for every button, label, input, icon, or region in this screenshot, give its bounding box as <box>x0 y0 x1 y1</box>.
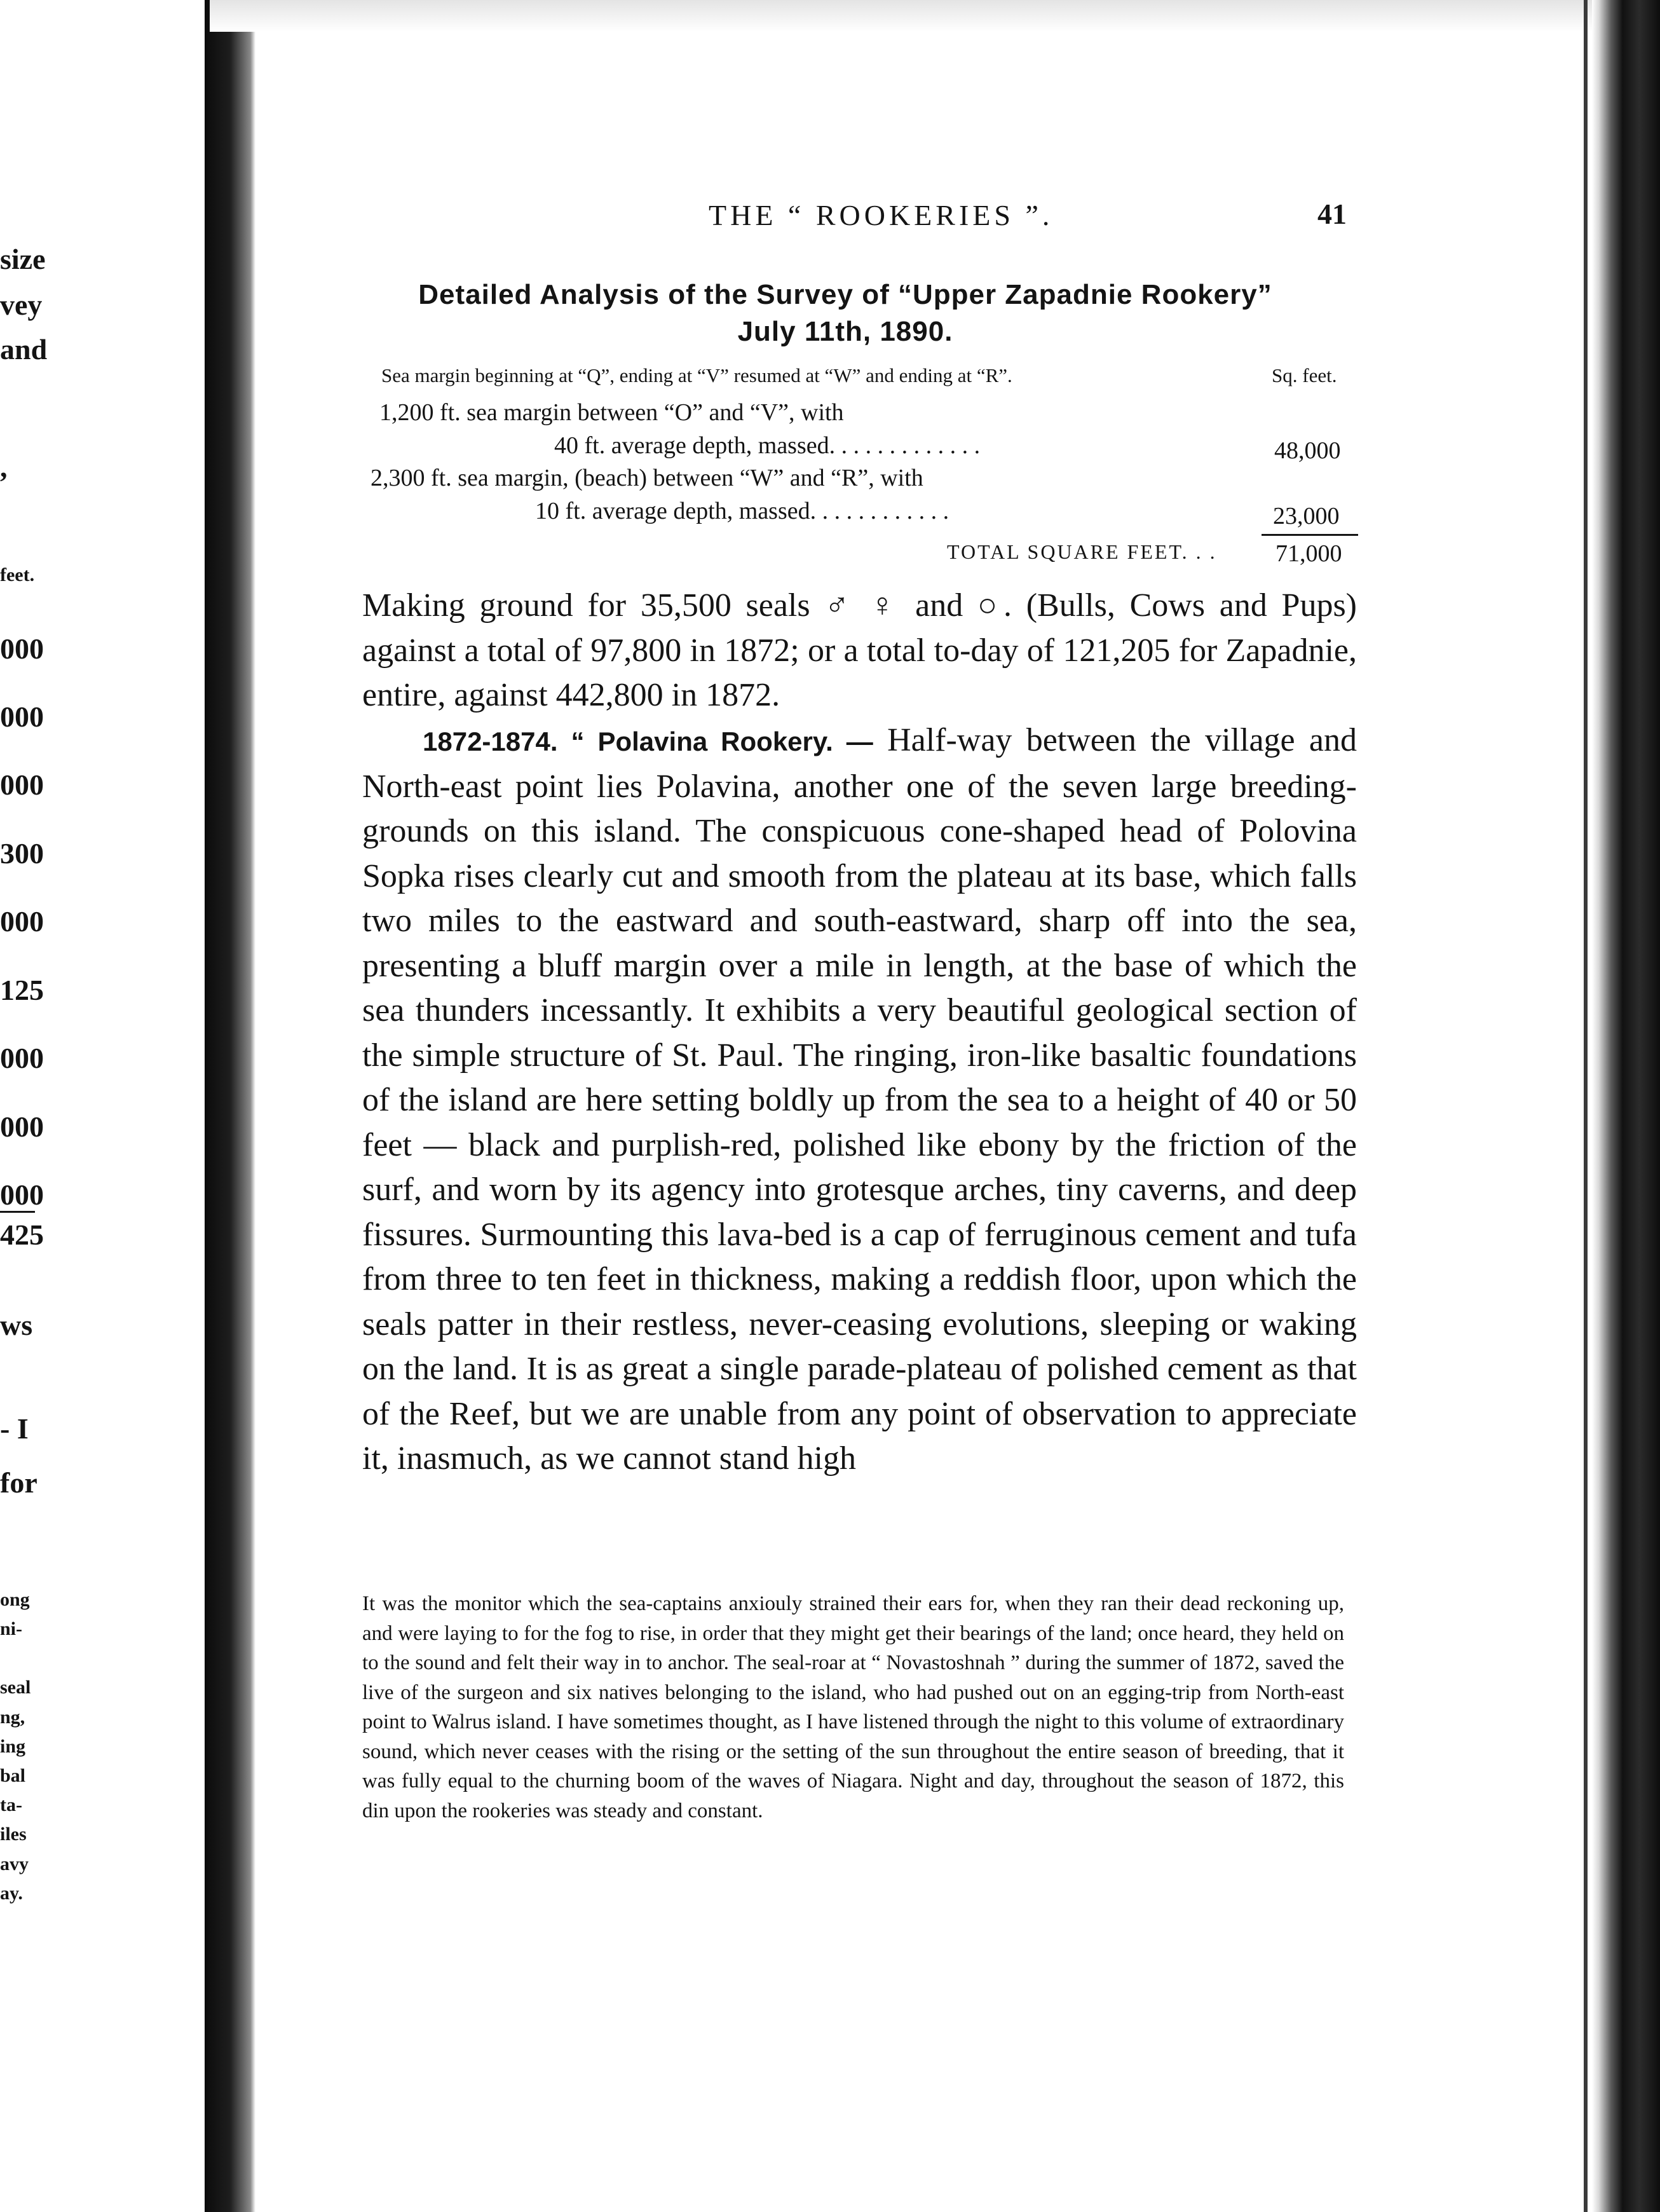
table-row-description: 1,200 ft. sea margin between “O” and “V”, with <box>379 399 844 426</box>
running-head: THE “ ROOKERIES ”. <box>709 199 1054 231</box>
page-edge-shadow <box>1592 0 1660 2212</box>
left-page-fragment: 125 <box>0 974 44 1006</box>
page-edge-line <box>1584 0 1588 2212</box>
left-page-fragment: 000 <box>0 768 44 801</box>
polavina-rookery-paragraph <box>362 718 1357 1482</box>
left-page-fragment: seal <box>0 1677 31 1698</box>
left-page-fragment: bal <box>0 1765 26 1786</box>
total-label: TOTAL SQUARE FEET. . . <box>947 540 1217 563</box>
left-page-fragment: feet. <box>0 564 35 585</box>
left-page-fragment: ta- <box>0 1794 22 1815</box>
book-spine-shadow <box>205 0 255 2212</box>
left-page-fragment: 000 <box>0 632 44 665</box>
section-lead: 1872-1874. “ Polavina Rookery. — <box>423 727 873 756</box>
left-page-fragment: 000 <box>0 1042 44 1074</box>
section-body: Half-way between the village and North-east point lies Polavina, another one of the seven large breeding-grounds on this island. The conspicuous cone-shaped head of Polovina Sopka rises clearly cut and smooth from the plateau at its base, which falls two miles to the eastward and south-eastward, sharp off into the sea, presenting a bluff margin over a mile in length, at the base of which the sea thunders incessantly. It exhibits a very beautiful geological section of the simple structure of St. Paul. The ringing, iron-like basaltic foundations of the island are here setting boldly up from the sea to a height of 40 or 50 feet — black and purplish-red, polished like ebony by the friction of the surf, and worn by its agency into grotesque arches, tiny caverns, and deep fissures. Surmounting this lava-bed is a cap of ferruginous cement and tufa from three to ten feet in thickness, making a reddish floor, upon which the seals patter in their restless, never-ceasing evolutions, sleeping or waking on the land. It is as great a single parade-plateau of polished cement as that of the Reef, but we are unable from any point of observation to appreciate it, inasmuch, as we cannot stand high <box>362 722 1357 1477</box>
page-top-shadow <box>210 0 1595 32</box>
table-title-line: Detailed Analysis of the Survey of “Upper Zapadnie Rookery” <box>418 279 1272 310</box>
table-row-description: 10 ft. average depth, massed. . . . . . . . . . . . <box>535 498 949 524</box>
table-unit-header: Sq. feet. <box>1272 364 1337 386</box>
table-row-value: 23,000 <box>1273 503 1340 529</box>
total-value: 71,000 <box>1276 540 1342 567</box>
left-page-fragment: ws <box>0 1309 33 1341</box>
left-page-fragment: for <box>0 1466 37 1499</box>
left-page-fragment: 000 <box>0 1178 44 1211</box>
left-page-fragment: ing <box>0 1736 26 1757</box>
left-page-fragment: 000 <box>0 700 44 733</box>
page-number: 41 <box>1317 198 1347 230</box>
left-page <box>0 0 210 2212</box>
left-page-fragment: iles <box>0 1824 27 1845</box>
left-page-fragment: and <box>0 333 48 365</box>
left-page-fragment: ng, <box>0 1707 25 1728</box>
left-page-fragment: 300 <box>0 837 44 870</box>
left-page-fragment: size <box>0 243 46 275</box>
left-page-fragment: ni- <box>0 1618 23 1639</box>
left-page-fragment: 000 <box>0 905 44 938</box>
left-page-fragment: ong <box>0 1589 30 1610</box>
table-row-value: 48,000 <box>1274 437 1341 464</box>
left-page-fragment: 000 <box>0 1110 44 1143</box>
left-page-fragment: ay. <box>0 1883 23 1904</box>
left-page-fragment: , <box>0 451 8 483</box>
left-page-rule <box>0 1211 35 1213</box>
left-page-fragment: 425 <box>0 1219 44 1251</box>
table-title-line: July 11th, 1890. <box>737 316 953 347</box>
table-row-description: 40 ft. average depth, massed. . . . . . . . . . . . . <box>554 432 981 459</box>
left-page-fragment: - I <box>0 1412 29 1445</box>
total-rule <box>1262 534 1358 536</box>
footnote: It was the monitor which the sea-captains anxiouly strained their ears for, when they ran their dead reckoning up, and were laying to for the fog to rise, in order that they might get their bearings of the land; once heard, they held on to the sound and felt their way in to anchor. The seal-roar at “ Novastoshnah ” during the summer of 1872, saved the live of the surgeon and six natives belonging to the island, who had pushed out on an egging-trip from North-east point to Walrus island. I have sometimes thought, as I have listened through the night to this volume of extraordinary sound, which never ceases with the rising or the setting of the sun throughout the entire season of breeding, that it was fully equal to the churning boom of the waves of Niagara. Night and day, throughout the season of 1872, this din upon the rookeries was steady and constant. <box>362 1592 1344 1822</box>
table-title <box>299 276 1392 350</box>
summary-paragraph: Making ground for 35,500 seals ♂ ♀ and ○. (Bulls, Cows and Pups) against a total of 97,800 in 1872; or a total to-day of 121,205 for Zapadnie, entire, against 442,800 in 1872. <box>362 587 1357 713</box>
table-caption: Sea margin beginning at “Q”, ending at “V” resumed at “W” and ending at “R”. <box>381 364 1012 386</box>
left-page-fragment: avy <box>0 1854 29 1874</box>
table-row-description: 2,300 ft. sea margin, (beach) between “W” and “R”, with <box>371 465 923 491</box>
left-page-fragment: vey <box>0 289 43 321</box>
